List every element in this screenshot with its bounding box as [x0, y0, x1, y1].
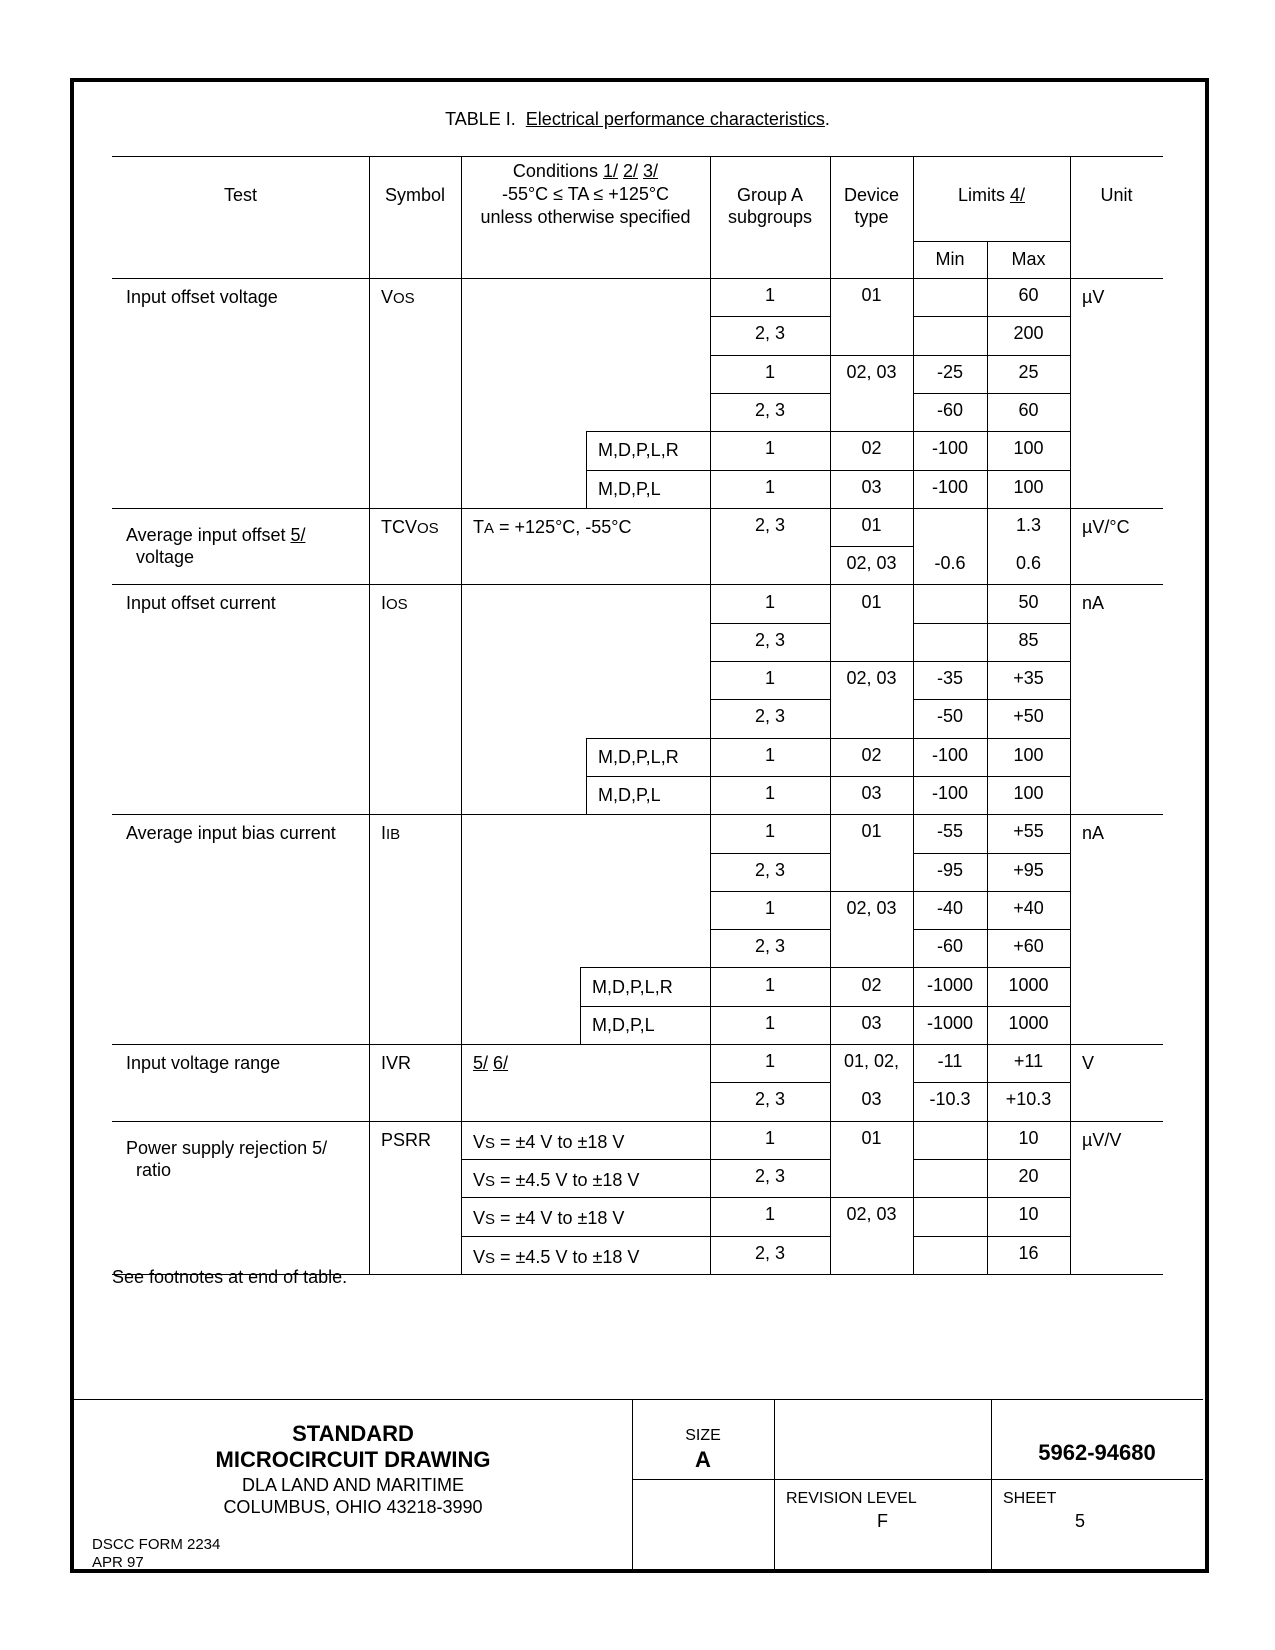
row-device-type: 02, 03: [846, 553, 897, 574]
table-number: TABLE I.: [445, 109, 516, 129]
param-symbol-5: PSRR: [381, 1129, 432, 1150]
row-subgroup: 2, 3: [754, 323, 786, 344]
param-symbol-2: IOS: [381, 593, 408, 614]
header-unit: Unit: [1100, 185, 1133, 205]
param-test-0: Input offset voltage: [126, 287, 278, 307]
row-subgroup: 1: [764, 1051, 775, 1072]
subgroup-rule: [710, 470, 830, 471]
param-unit-1: µV/°C: [1082, 516, 1130, 537]
row-subgroup: 1: [764, 783, 775, 804]
row-max: 60: [1018, 285, 1039, 306]
subgroup-rule: [710, 1197, 830, 1198]
param-test-3: Average input bias current: [126, 823, 336, 844]
limit-rule: [913, 929, 1070, 930]
row-package-condition: M,D,P,L,R: [592, 976, 673, 997]
table-top-rule: [112, 156, 1163, 157]
cond-pkg-rule-v: [586, 738, 587, 815]
row-max: +35: [1013, 668, 1044, 689]
subgroup-rule: [710, 738, 830, 739]
revision-level-value: F: [877, 1511, 888, 1531]
limit-rule: [913, 393, 1070, 394]
subgroup-rule: [710, 1082, 830, 1083]
param-test-5-cont: ratio: [136, 1159, 172, 1180]
row-subgroup: 1: [764, 1127, 775, 1148]
row-max: 100: [1013, 783, 1044, 804]
param-unit-3: nA: [1082, 823, 1105, 844]
size-value: A: [695, 1447, 711, 1472]
row-min: -100: [931, 476, 969, 497]
limit-rule: [913, 738, 1070, 739]
row-max: 60: [1018, 400, 1039, 421]
row-min: -10.3: [929, 1089, 971, 1110]
row-subgroup: 2, 3: [754, 706, 786, 727]
param-condition-notes-4: [473, 1052, 508, 1074]
header-symbol: Symbol: [384, 185, 446, 205]
row-min: -11: [937, 1051, 963, 1072]
row-package-condition: M,D,P,L: [592, 1014, 655, 1035]
row-max: 1000: [1008, 1012, 1049, 1033]
cond-pkg-rule-mid: [586, 470, 710, 471]
group-rule-4: [112, 1121, 1163, 1122]
row-subgroup: 1: [764, 821, 775, 842]
param-condition-1: TA = +125°C, -55°C: [473, 516, 632, 537]
row-max: +60: [1013, 936, 1044, 957]
limit-rule: [913, 776, 1070, 777]
limit-rule: [913, 316, 1070, 317]
row-min: -35: [936, 668, 963, 689]
param-note-1: 5/: [290, 524, 306, 545]
conditions-note-2: 2/: [623, 161, 639, 181]
cond-pkg-rule-top: [580, 967, 710, 968]
row-max: +50: [1013, 706, 1044, 727]
row-min: -55: [936, 821, 963, 842]
subgroup-rule: [710, 355, 830, 356]
param-test-1-cont: voltage: [136, 546, 195, 567]
row-max: +11: [1013, 1051, 1044, 1072]
device-rule: [830, 776, 913, 777]
row-min: -95: [936, 859, 963, 880]
row-max: 200: [1013, 323, 1044, 344]
row-subgroup: 2, 3: [754, 629, 786, 650]
header-device: Device: [843, 185, 900, 205]
row-device-type: 02, 03: [846, 1204, 897, 1225]
header-limits: Limits 4/: [957, 185, 1026, 205]
row-condition: VS = ±4.5 V to ±18 V: [473, 1246, 640, 1267]
conditions-note-3: 3/: [643, 161, 659, 181]
row-max: 1000: [1008, 974, 1049, 995]
limit-rule: [913, 1197, 1070, 1198]
header-group-a: Group A: [736, 185, 804, 205]
row-max: 25: [1018, 361, 1039, 382]
row-package-condition: M,D,P,L: [598, 785, 661, 806]
limit-rule: [913, 1006, 1070, 1007]
row-subgroup: 2, 3: [754, 1166, 786, 1187]
row-subgroup: 1: [764, 744, 775, 765]
title-microcircuit-drawing: MICROCIRCUIT DRAWING: [215, 1447, 491, 1472]
limit-rule: [913, 699, 1070, 700]
subgroup-rule: [710, 853, 830, 854]
psrr-cond-rule: [461, 1159, 710, 1160]
row-device-type: 01: [861, 591, 882, 612]
column-rule-5: [1070, 156, 1071, 1274]
row-subgroup: 2, 3: [754, 1242, 786, 1263]
limit-rule: [913, 661, 1070, 662]
cond-pkg-rule-mid: [580, 1006, 710, 1007]
row-max: 10: [1018, 1127, 1039, 1148]
ivr-note-2: 6/: [493, 1053, 509, 1073]
row-max: 20: [1018, 1166, 1039, 1187]
param-test-2: Input offset current: [126, 593, 276, 614]
cond-pkg-rule-top: [586, 738, 710, 739]
param-unit-5: µV/V: [1082, 1129, 1122, 1150]
subgroup-rule: [710, 776, 830, 777]
header-min: Min: [935, 249, 965, 269]
row-subgroup: 2, 3: [754, 936, 786, 957]
limits-sub-rule: [913, 241, 1070, 242]
table-title: Electrical performance characteristics: [525, 109, 825, 129]
row-max: +55: [1013, 821, 1044, 842]
header-conditions-default: unless otherwise specified: [480, 207, 691, 227]
row-min: -100: [931, 744, 969, 765]
row-max: 85: [1018, 629, 1039, 650]
row-subgroup: 1: [764, 591, 775, 612]
row-subgroup: 2, 3: [754, 400, 786, 421]
column-rule-0: [369, 156, 370, 1274]
param-unit-0: µV: [1082, 287, 1105, 307]
subgroup-rule: [710, 431, 830, 432]
param-symbol-0: VOS: [381, 287, 415, 307]
subgroup-rule: [710, 891, 830, 892]
row-device-type: 01: [861, 821, 882, 842]
row-max: 50: [1018, 591, 1039, 612]
subgroup-rule: [710, 929, 830, 930]
title-block-top-line: [72, 1399, 1203, 1400]
row-subgroup: 1: [764, 476, 775, 497]
header-test: Test: [223, 185, 257, 205]
param-symbol-1: TCVOS: [381, 516, 439, 537]
row-subgroup: 1: [764, 668, 775, 689]
device-rule: [830, 470, 913, 471]
row-package-condition: M,D,P,L,R: [598, 440, 679, 461]
title-block-divider-3: [991, 1399, 992, 1569]
table-caption: [0, 109, 1275, 130]
form-date: APR 97: [92, 1554, 144, 1571]
header-conditions: Conditions 1/ 2/ 3/: [512, 161, 659, 181]
row-device-type: 02: [861, 744, 882, 765]
header-conditions-temp: -55°C ≤ TA ≤ +125°C: [501, 184, 670, 204]
limit-rule: [913, 1082, 1070, 1083]
param-test-1: Average input offset 5/: [126, 524, 306, 545]
row-min: -0.6: [934, 553, 966, 574]
device-rule: [830, 891, 913, 892]
row-min: -100: [931, 783, 969, 804]
row-subgroup: 1: [764, 1012, 775, 1033]
table-title-period: .: [824, 109, 830, 129]
row-device-type: 03: [861, 476, 882, 497]
psrr-cond-rule: [461, 1236, 710, 1237]
row-subgroup: 1: [764, 361, 775, 382]
row-subgroup: 1: [764, 897, 775, 918]
subgroup-rule: [710, 623, 830, 624]
row-min: -1000: [926, 974, 974, 995]
form-number: DSCC FORM 2234: [92, 1536, 221, 1553]
limit-rule: [913, 1159, 1070, 1160]
subgroup-rule: [710, 661, 830, 662]
size-label: SIZE: [685, 1427, 721, 1444]
row-device-type: 03: [861, 1012, 882, 1033]
row-max: +95: [1013, 859, 1044, 880]
device-rule: [830, 661, 913, 662]
row-min: -60: [936, 936, 963, 957]
subgroup-rule: [710, 1236, 830, 1237]
row-device-type: 02: [861, 438, 882, 459]
row-device-type: 02, 03: [846, 361, 897, 382]
cond-pkg-rule-top: [586, 431, 710, 432]
cond-pkg-rule-v: [586, 431, 587, 508]
param-unit-4: V: [1082, 1053, 1095, 1073]
group-rule-0: [112, 508, 1163, 509]
row-package-condition: M,D,P,L: [598, 478, 661, 499]
param-unit-2: nA: [1082, 593, 1105, 614]
row-device-type: 03: [861, 783, 882, 804]
param-note-5: 5/: [312, 1137, 328, 1158]
limit-rule: [913, 967, 1070, 968]
revision-level-label: REVISION LEVEL: [786, 1490, 917, 1507]
row-max: 100: [1013, 744, 1044, 765]
device-rule: [830, 1006, 913, 1007]
subgroup-rule: [710, 1159, 830, 1160]
row-subgroup: 1: [764, 1204, 775, 1225]
title-agency: DLA LAND AND MARITIME: [241, 1475, 465, 1495]
limit-rule: [913, 623, 1070, 624]
param-symbol-4: IVR: [381, 1053, 412, 1073]
title-block-mid-line: [632, 1479, 1203, 1480]
row-min: -60: [936, 400, 963, 421]
header-bottom-rule: [112, 278, 1163, 279]
cond-pkg-rule-v: [580, 967, 581, 1044]
param-test-5: Power supply rejection 5/: [126, 1137, 328, 1158]
footnote-reference: See footnotes at end of table.: [112, 1267, 348, 1287]
row-device-type: 02, 03: [846, 897, 897, 918]
row-subgroup: 1: [764, 438, 775, 459]
header-subgroups: subgroups: [727, 207, 813, 227]
sheet-number: 5: [1074, 1511, 1085, 1531]
row-device-type: 01: [861, 285, 882, 306]
device-rule: [830, 546, 913, 547]
row-condition: VS = ±4 V to ±18 V: [473, 1208, 625, 1229]
subgroup-rule: [710, 967, 830, 968]
row-min: -1000: [926, 1012, 974, 1033]
row-device-type: 01: [861, 514, 882, 535]
limit-rule: [913, 853, 1070, 854]
row-max: 1.3: [1015, 514, 1042, 535]
row-subgroup: 1: [764, 974, 775, 995]
row-max: 100: [1013, 438, 1044, 459]
device-rule: [830, 738, 913, 739]
limit-rule: [913, 470, 1070, 471]
limits-note: 4/: [1010, 185, 1026, 205]
row-min: -100: [931, 438, 969, 459]
header-max: Max: [1011, 249, 1046, 269]
row-min: -50: [936, 706, 963, 727]
sheet-label: SHEET: [1003, 1490, 1057, 1507]
column-rule-1: [461, 156, 462, 1274]
row-min: -40: [936, 897, 963, 918]
device-rule: [830, 355, 913, 356]
row-condition: VS = ±4.5 V to ±18 V: [473, 1170, 640, 1191]
subgroup-rule: [710, 1006, 830, 1007]
row-subgroup: 2, 3: [754, 859, 786, 880]
row-package-condition: M,D,P,L,R: [598, 746, 679, 767]
row-max: 10: [1018, 1204, 1039, 1225]
ivr-note-1: 5/: [473, 1053, 489, 1073]
psrr-cond-rule: [461, 1197, 710, 1198]
limit-rule: [913, 431, 1070, 432]
row-subgroup: 2, 3: [754, 514, 786, 535]
drawing-number: 5962-94680: [1038, 1440, 1156, 1465]
row-device-type: 01: [861, 1127, 882, 1148]
title-standard: STANDARD: [292, 1421, 414, 1446]
device-rule: [830, 431, 913, 432]
row-max: 100: [1013, 476, 1044, 497]
limit-rule: [913, 1236, 1070, 1237]
row-subgroup: 2, 3: [754, 1089, 786, 1110]
header-device-type: type: [854, 207, 889, 227]
device-rule: [830, 1197, 913, 1198]
group-rule-2: [112, 814, 1163, 815]
cond-pkg-rule-mid: [586, 776, 710, 777]
row-min: -25: [936, 361, 963, 382]
group-rule-3: [112, 1044, 1163, 1045]
row-max: 0.6: [1015, 553, 1042, 574]
limit-rule: [913, 355, 1070, 356]
subgroup-rule: [710, 316, 830, 317]
param-test-4: Input voltage range: [126, 1053, 281, 1073]
param-symbol-3: IIB: [381, 823, 401, 844]
row-device-type: 01, 02,: [843, 1051, 900, 1072]
limit-rule: [913, 891, 1070, 892]
row-device-type: 03: [861, 1089, 882, 1110]
device-rule: [830, 967, 913, 968]
row-device-type: 02, 03: [846, 668, 897, 689]
group-rule-1: [112, 584, 1163, 585]
row-max: 16: [1018, 1242, 1039, 1263]
subgroup-rule: [710, 699, 830, 700]
subgroup-rule: [710, 393, 830, 394]
title-block-divider-2: [774, 1399, 775, 1569]
conditions-note-1: 1/: [602, 161, 618, 181]
row-max: +40: [1013, 897, 1044, 918]
row-condition: VS = ±4 V to ±18 V: [473, 1131, 625, 1152]
title-address: COLUMBUS, OHIO 43218-3990: [223, 1497, 483, 1517]
row-max: +10.3: [1005, 1089, 1052, 1110]
row-device-type: 02: [861, 974, 882, 995]
row-subgroup: 1: [764, 285, 775, 306]
